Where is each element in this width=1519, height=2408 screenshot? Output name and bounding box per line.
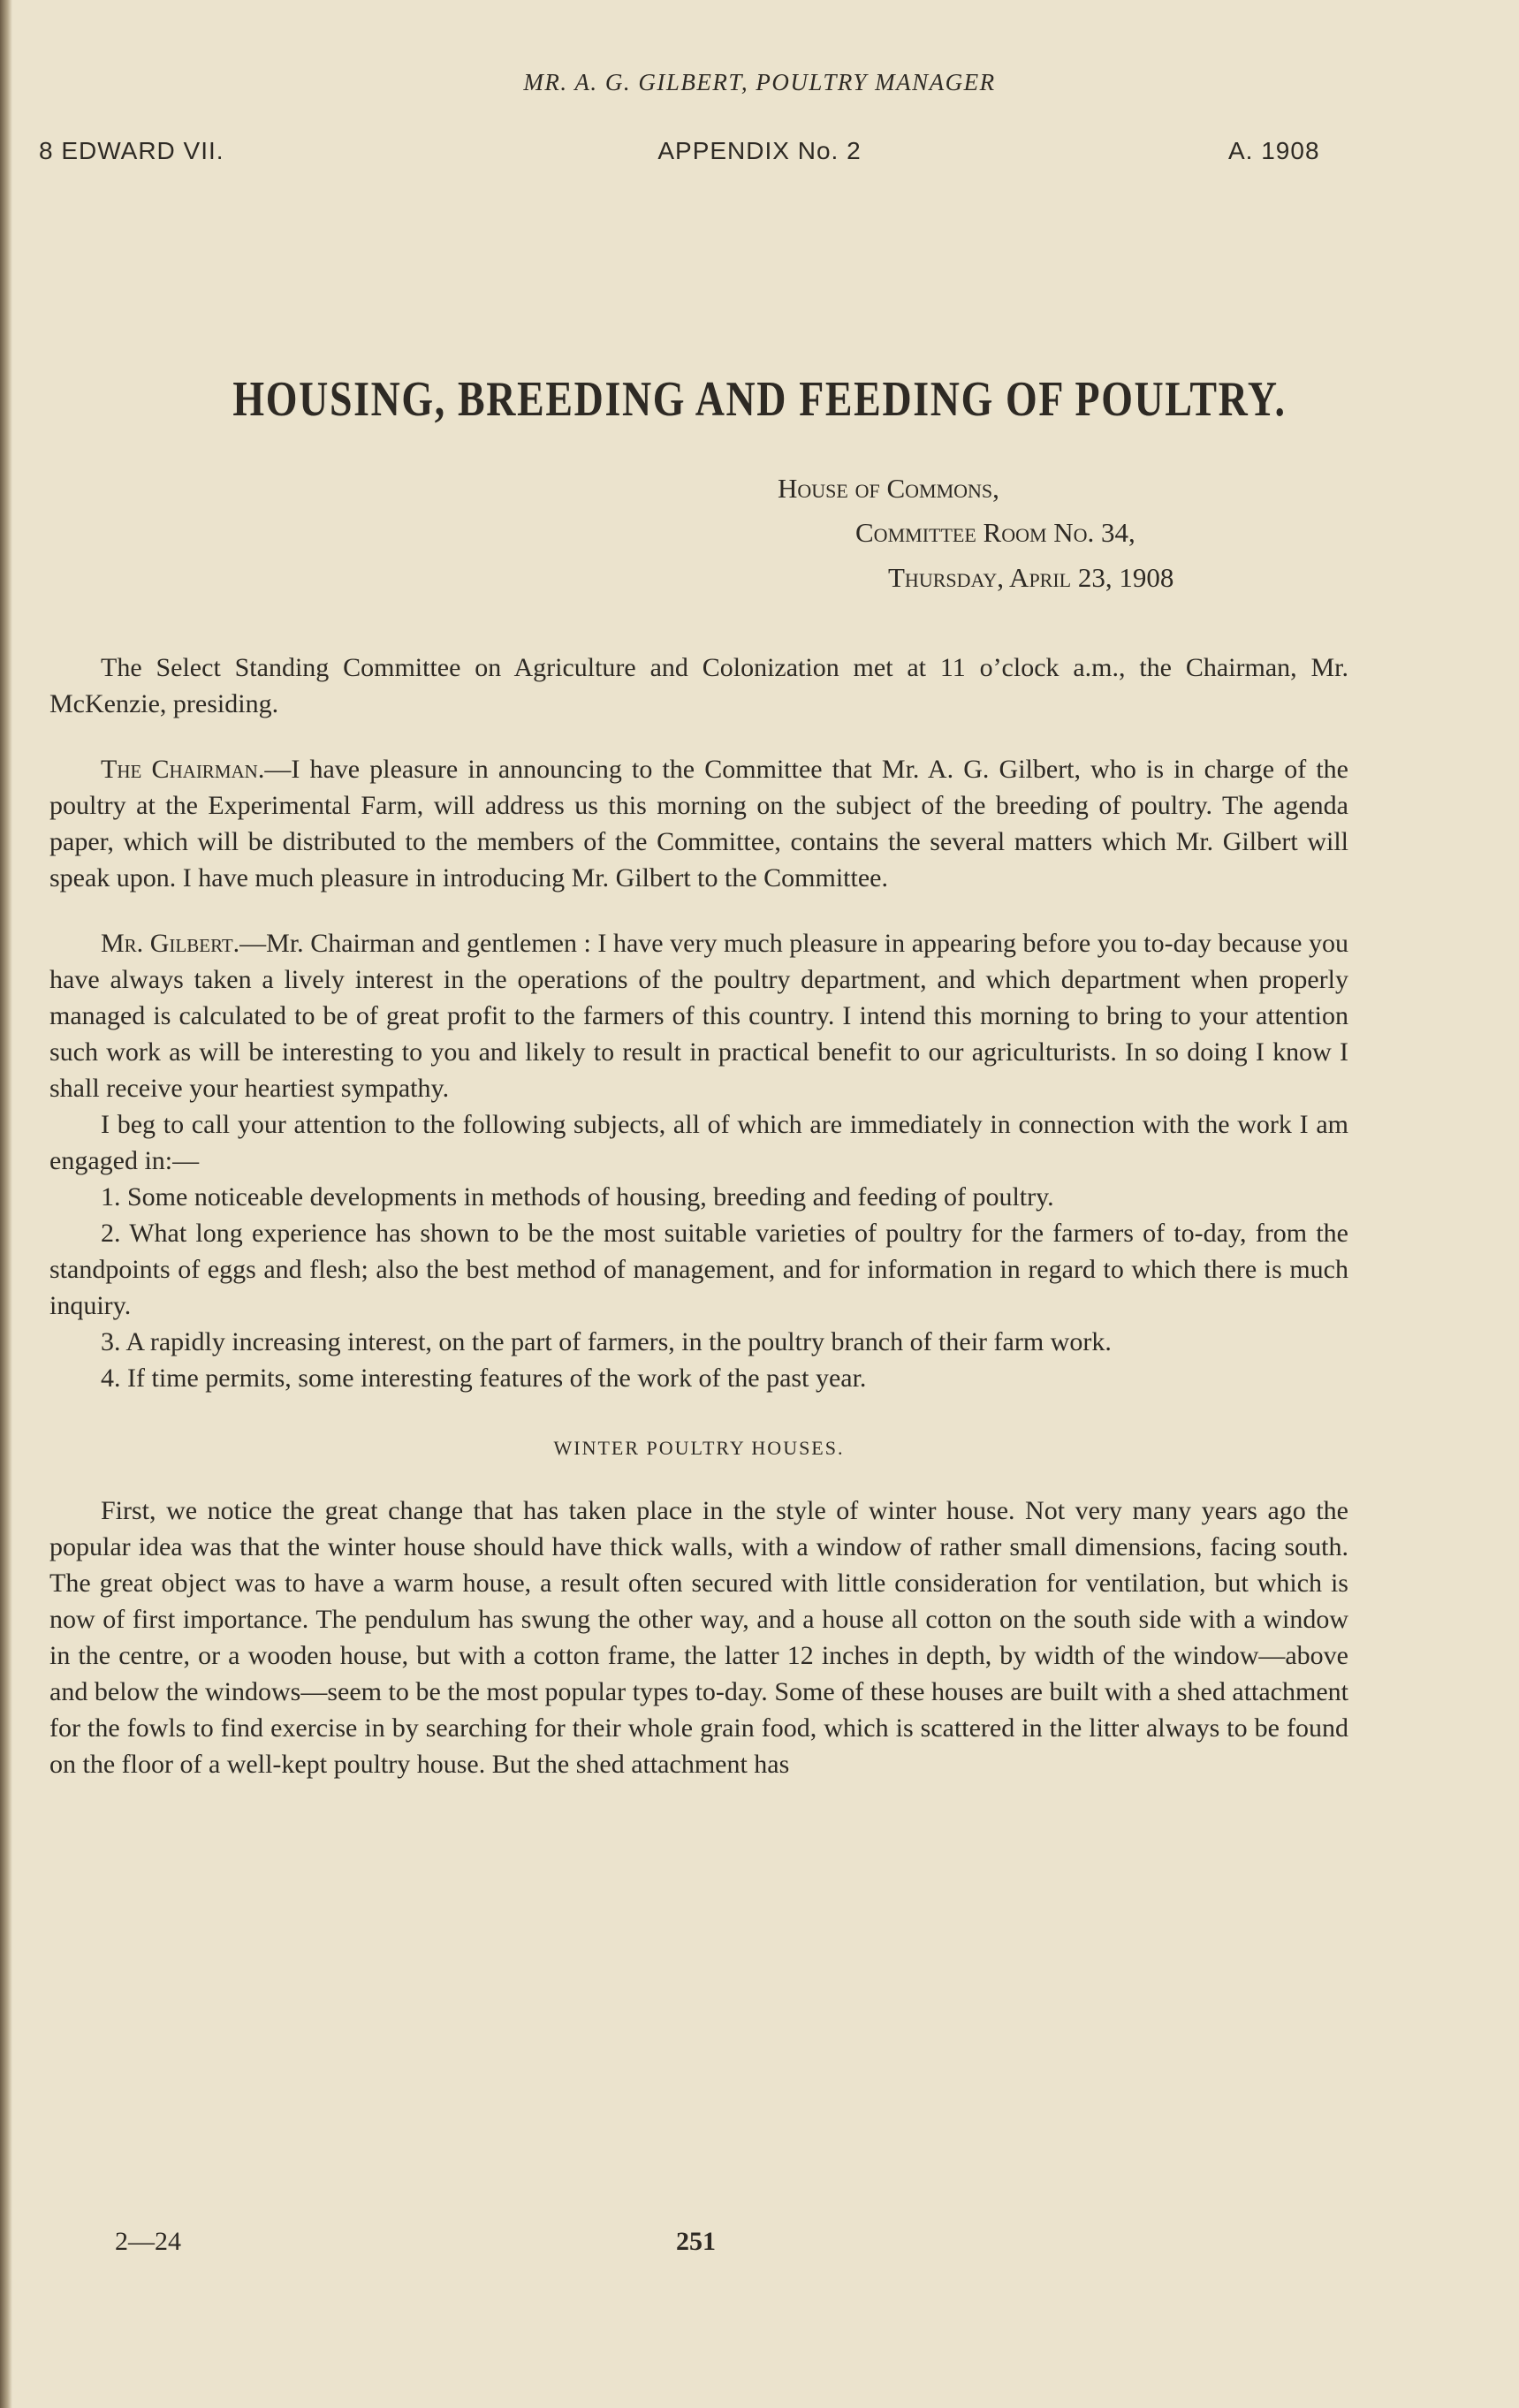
- list-item: 2. What long experience has shown to be the most suitable varieties of poultry for the farmers of to-day, from the standpoints of eggs and flesh; also the best method of management, and for information in regard to which there is much inquiry.: [49, 1219, 1348, 1320]
- list-item: 3. A rapidly increasing interest, on the part of farmers, in the poultry branch of their farm work.: [101, 1327, 1112, 1356]
- header-regnal-year: 8 EDWARD VII.: [39, 137, 224, 164]
- header-appendix: APPENDIX No. 2: [657, 137, 862, 164]
- paragraph-opening: The Select Standing Committee on Agriculture and Colonization met at 11 o’clock a.m., the Chairman, Mr. McKenzie, presiding.: [49, 653, 1348, 718]
- list-item: 1. Some noticeable developments in methods of housing, breeding and feeding of poultry.: [101, 1182, 1054, 1212]
- paragraph-subjects-intro: I beg to call your attention to the following subjects, all of which are immediately in connection with the work I am engaged in:—: [49, 1110, 1348, 1175]
- body-text: [49, 649, 1348, 1782]
- section-heading: WINTER POULTRY HOUSES.: [553, 1437, 845, 1459]
- place-line-1: House of Commons,: [778, 473, 999, 504]
- speaker-gilbert: Mr. Gilbert.: [101, 929, 240, 958]
- chairman-statement: —I have pleasure in announcing to the Committee that Mr. A. G. Gilbert, who is in charge of the poultry at the Experimental Farm, will address us this morning on the subject of the breeding of poultry. The agenda paper, which will be distributed to the members of the Committee, contains the several matters which Mr. Gilbert will speak upon. I have much pleasure in introducing Mr. Gilbert to the Committee.: [49, 755, 1348, 893]
- header-year: A. 1908: [1228, 137, 1320, 164]
- running-head: MR. A. G. GILBERT, POULTRY MANAGER: [523, 69, 996, 95]
- paragraph-winter-houses: First, we notice the great change that has taken place in the style of winter house. Not very many years ago the popular idea was that the winter house should have thick walls, with a window of rather small dimensions, facing south. The great object was to have a warm house, a result often secured with little consideration for ventilation, but which is now of first importance. The pendulum has swung the other way, and a house all cotton on the south side with a window in the centre, or a wooden house, but with a cotton frame, the latter 12 inches in depth, by width of the window—above and below the windows—seem to be the most popular types to-day. Some of these houses are built with a shed attachment for the fowls to find exercise in by searching for their whole grain food, which is scattered in the litter always to be found on the floor of a well-kept poultry house. But the shed attachment has: [49, 1496, 1348, 1779]
- place-line-3: Thursday, April 23, 1908: [888, 562, 1174, 593]
- signature-mark: 2—24: [115, 2227, 181, 2256]
- paragraph-chairman: [49, 751, 1348, 896]
- speaker-chairman: The Chairman.: [101, 755, 265, 784]
- paragraph-gilbert: [49, 925, 1348, 1106]
- page-number: 251: [676, 2227, 716, 2256]
- place-line-2: Committee Room No. 34,: [855, 517, 1135, 548]
- list-item: 4. If time permits, some interesting features of the work of the past year.: [101, 1364, 867, 1393]
- document-title: HOUSING, BREEDING AND FEEDING OF POULTRY.: [232, 372, 1287, 427]
- gilbert-statement: —Mr. Chairman and gentlemen : I have very much pleasure in appearing before you to-day because you have always taken a lively interest in the operations of the poultry department, and which department when properly managed is calculated to be of great profit to the farmers of this country. I intend this morning to bring to your attention such work as will be interesting to you and likely to result in practical benefit to our agriculturists. In so doing I know I shall receive your heartiest sympathy.: [49, 929, 1349, 1103]
- page-binding-edge: [0, 0, 12, 2408]
